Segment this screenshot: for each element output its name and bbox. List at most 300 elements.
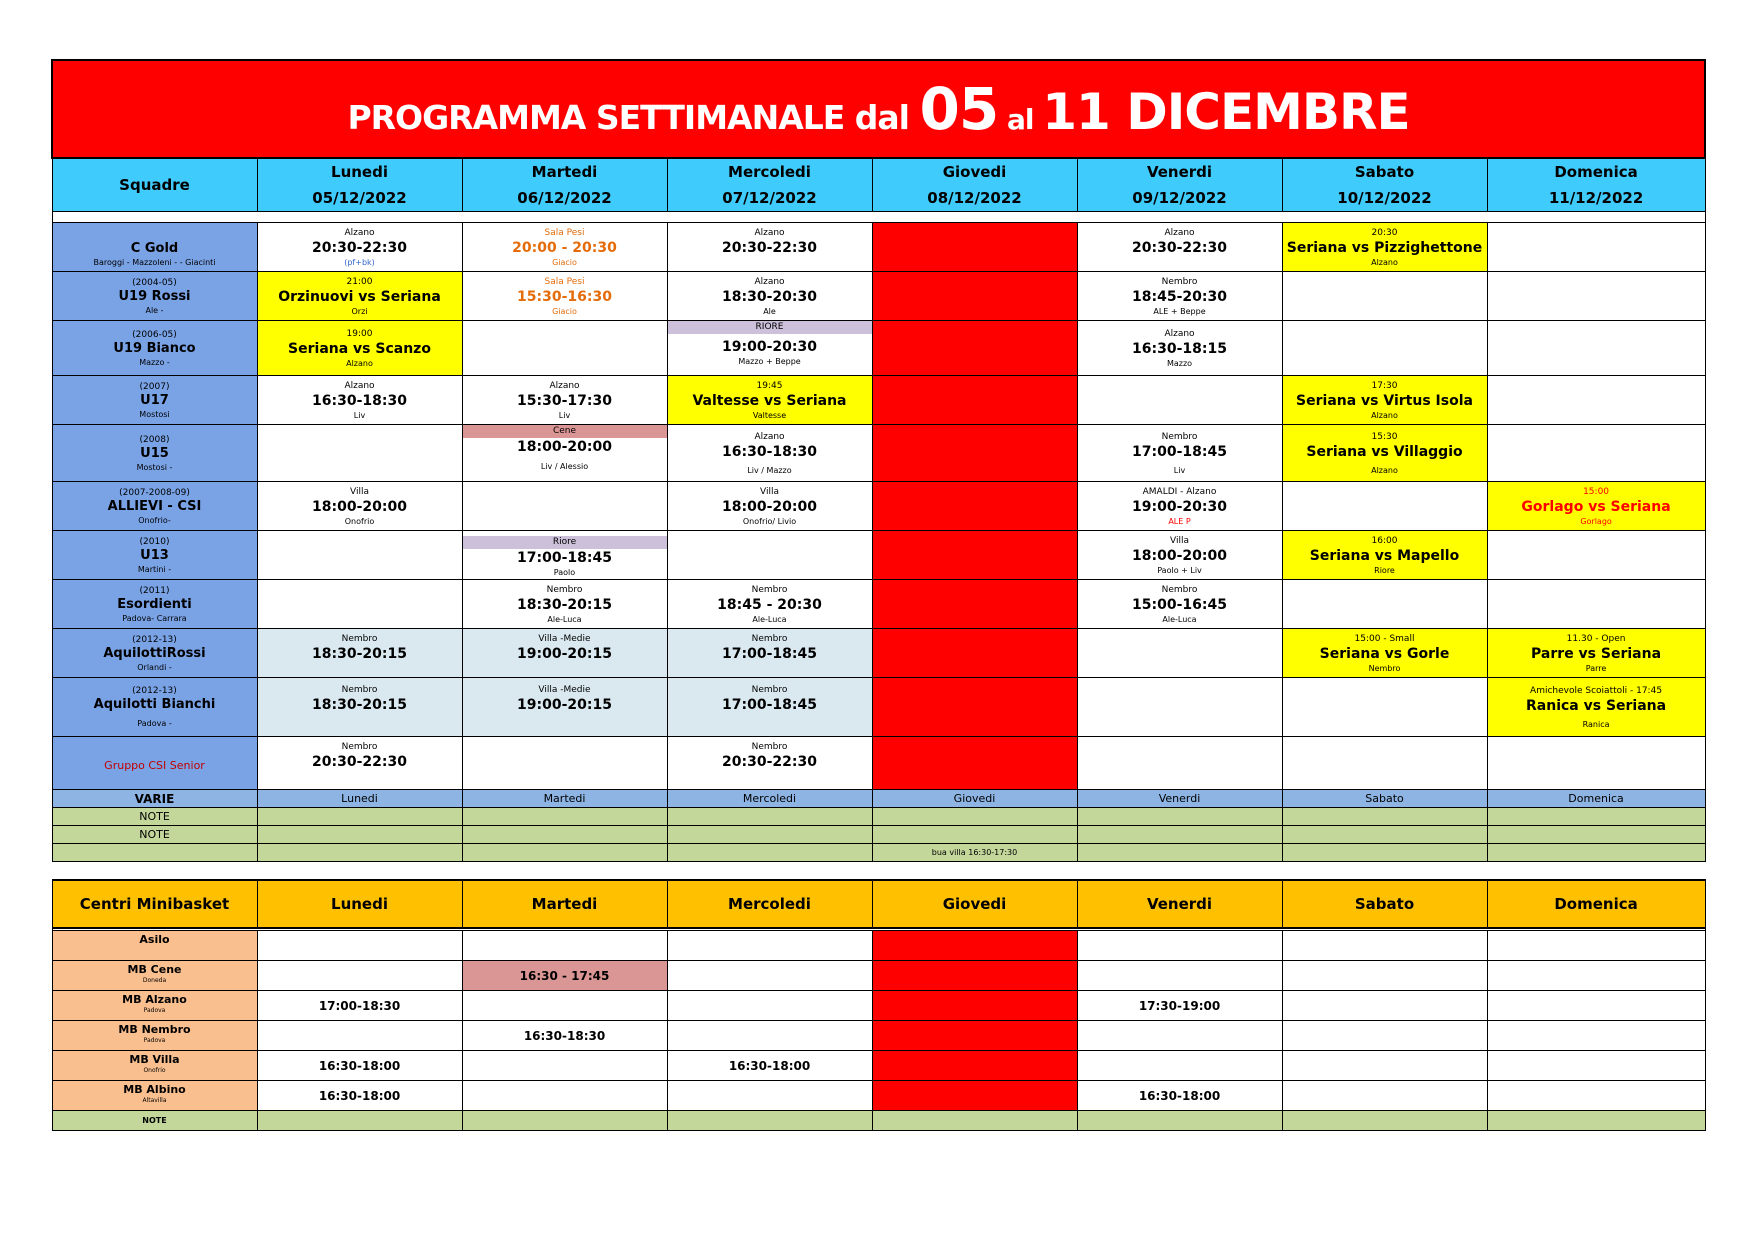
session-cell: [257, 737, 462, 790]
session-place: Alzano: [754, 227, 785, 238]
date-header-row: [52, 185, 1705, 212]
session-note: Liv / Alessio: [540, 462, 589, 471]
mb-day: Sabato: [1282, 880, 1487, 928]
match-time: 15:00: [1583, 486, 1610, 497]
mb-session: 16:30-18:00: [1077, 1081, 1282, 1111]
mb-row: [52, 1051, 1705, 1081]
match-place: Alzano: [1371, 257, 1398, 267]
team-row: [52, 629, 1705, 678]
match-time: 16:00: [1371, 535, 1398, 546]
match-time: 21:00: [346, 276, 373, 287]
empty-cell: [1487, 272, 1705, 321]
session-place: Nembro: [751, 742, 788, 752]
giovedi-note: bua villa 16:30-17:30: [872, 844, 1077, 862]
mb-session: 16:30 - 17:45: [462, 961, 667, 991]
team-name: AquilottiRossi: [103, 645, 206, 661]
varie-day: Mercoledi: [667, 790, 872, 808]
session-time: 20:30-22:30: [1132, 239, 1227, 256]
session-note: Paolo + Liv: [1157, 565, 1202, 575]
match-cell: [1487, 482, 1705, 531]
match-teams: Gorlago vs Seriana: [1521, 498, 1671, 515]
team-coach: Mazzo -: [139, 357, 170, 367]
match-place: Ranica: [1582, 719, 1610, 729]
session-time: 18:00-20:00: [517, 439, 612, 455]
session-cell: [257, 678, 462, 737]
match-cell: [1282, 376, 1487, 425]
session-place: Nembro: [341, 742, 378, 752]
team-cell: [52, 737, 257, 790]
varie-label: VARIE: [52, 790, 257, 808]
empty-cell: [1487, 531, 1705, 580]
weekly-schedule-sheet: [51, 59, 1704, 1131]
match-teams: Valtesse vs Seriana: [692, 392, 847, 409]
match-place: Alzano: [1371, 410, 1398, 420]
session-cell: [1077, 580, 1282, 629]
team-year: (2006-05): [132, 329, 177, 340]
session-place: RIORE: [668, 321, 872, 334]
session-time: 15:00-16:45: [1132, 596, 1227, 613]
schedule-table: [51, 59, 1706, 1131]
session-cell: [667, 580, 872, 629]
mb-center-coach: Doneda: [142, 977, 167, 984]
session-place: Alzano: [754, 276, 785, 287]
title-row: [52, 60, 1705, 158]
team-row: [52, 482, 1705, 531]
minibasket-header-row: [52, 880, 1705, 928]
team-row: [52, 580, 1705, 629]
match-time: 19:00: [346, 328, 373, 339]
team-cell: [52, 580, 257, 629]
session-time: 15:30-17:30: [517, 392, 612, 409]
team-row: [52, 223, 1705, 272]
session-time: 18:30-20:15: [517, 596, 612, 613]
session-time: 18:45-20:30: [1132, 288, 1227, 305]
session-time: 20:30-22:30: [722, 754, 817, 770]
session-note: Mazzo + Beppe: [738, 357, 801, 366]
gap-row: [52, 862, 1705, 880]
match-teams: Ranica vs Seriana: [1526, 697, 1667, 714]
day-name: Venerdi: [1077, 158, 1282, 185]
spacer-row: [52, 212, 1705, 223]
team-cell: [52, 425, 257, 482]
session-time: 18:00-20:00: [722, 498, 817, 515]
empty-cell: [1487, 737, 1705, 790]
session-time: 18:30-20:15: [312, 646, 407, 662]
session-place: Alzano: [549, 380, 580, 391]
empty-cell: [1077, 376, 1282, 425]
team-name: U15: [140, 445, 169, 461]
session-cell: [667, 272, 872, 321]
team-row: [52, 425, 1705, 482]
session-cell: [1077, 425, 1282, 482]
team-coach: Padova -: [137, 719, 172, 728]
mb-center-coach: Altavilla: [142, 1097, 167, 1104]
match-place: Gorlago: [1580, 516, 1612, 526]
team-name: U13: [140, 547, 169, 563]
title-part-3: al: [998, 103, 1043, 136]
empty-cell: [462, 737, 667, 790]
mb-center: [52, 961, 257, 991]
mb-center-name: MB Albino: [123, 1083, 186, 1096]
mb-row: [52, 931, 1705, 961]
session-cell: [1077, 482, 1282, 531]
page-title: [52, 60, 1705, 158]
day-header-row: [52, 158, 1705, 185]
title-part-1: PROGRAMMA SETTIMANALE dal: [347, 98, 920, 137]
session-time: 18:00-20:00: [1132, 547, 1227, 564]
holiday-cell: [872, 931, 1077, 961]
match-teams: Orzinuovi vs Seriana: [278, 288, 441, 305]
team-cell: [52, 482, 257, 531]
session-cell: [257, 223, 462, 272]
session-note: Giacio: [552, 257, 577, 267]
holiday-cell: [872, 737, 1077, 790]
match-cell: [1487, 629, 1705, 678]
holiday-cell: [872, 961, 1077, 991]
team-name: U19 Bianco: [113, 340, 196, 356]
team-coach: Martini -: [137, 564, 172, 574]
mb-row: [52, 961, 1705, 991]
match-place: Alzano: [1371, 465, 1398, 475]
holiday-cell: [872, 629, 1077, 678]
match-time: 19:45: [756, 380, 783, 391]
team-year: (2010): [139, 536, 170, 547]
team-year: (2012-13): [132, 634, 177, 645]
session-time: 18:30-20:15: [312, 697, 407, 713]
mb-note-row: [52, 1111, 1705, 1131]
team-year: (2008): [139, 434, 170, 445]
session-note: Liv: [353, 410, 366, 420]
match-teams: Seriana vs Mapello: [1309, 547, 1460, 564]
session-note: Paolo: [553, 568, 576, 577]
empty-cell: [462, 482, 667, 531]
day-name: Mercoledi: [667, 158, 872, 185]
team-name: ALLIEVI - CSI: [107, 498, 202, 514]
mb-center-name: MB Villa: [129, 1053, 180, 1066]
session-cell: [462, 531, 667, 580]
team-cell: [52, 678, 257, 737]
empty-cell: [1077, 678, 1282, 737]
session-note: Onofrio/ Livio: [742, 516, 797, 526]
holiday-cell: [872, 678, 1077, 737]
session-cell: [1077, 321, 1282, 376]
session-time: 16:30-18:30: [312, 392, 407, 409]
session-note: Liv: [558, 410, 571, 420]
squadre-header: Squadre: [52, 158, 257, 212]
team-name: U19 Rossi: [118, 288, 191, 304]
empty-cell: [1282, 737, 1487, 790]
team-row: [52, 678, 1705, 737]
match-time: 17:30: [1371, 380, 1398, 391]
empty-cell: [1487, 376, 1705, 425]
session-time: 18:45 - 20:30: [717, 596, 822, 613]
session-time: 18:00-20:00: [312, 498, 407, 515]
mb-day: Giovedi: [872, 880, 1077, 928]
session-place: Villa -Medie: [538, 685, 591, 695]
note-row: [52, 808, 1705, 826]
session-place: Alzano: [1164, 328, 1195, 339]
session-time: 20:30-22:30: [312, 754, 407, 770]
session-time: 17:00-18:45: [722, 646, 817, 662]
session-place: Nembro: [751, 685, 788, 695]
session-note: Ale-Luca: [547, 614, 582, 624]
session-place: Cene: [463, 425, 667, 438]
empty-cell: [1487, 580, 1705, 629]
match-teams: Seriana vs Gorle: [1319, 645, 1450, 662]
note-row: [52, 844, 1705, 862]
team-coach: Orlandi -: [137, 662, 172, 672]
session-time: 15:30-16:30: [517, 288, 612, 305]
holiday-cell: [872, 1051, 1077, 1081]
varie-day: Sabato: [1282, 790, 1487, 808]
session-place: Villa -Medie: [538, 634, 591, 644]
empty-cell: [1487, 425, 1705, 482]
session-cell: [667, 223, 872, 272]
session-time: 16:30-18:30: [722, 443, 817, 460]
session-place: Nembro: [546, 584, 583, 595]
mb-day: Domenica: [1487, 880, 1705, 928]
session-place: Nembro: [751, 584, 788, 595]
session-place: Alzano: [1164, 227, 1195, 238]
team-name: U17: [140, 392, 169, 408]
empty-cell: [257, 425, 462, 482]
team-name: C Gold: [130, 240, 179, 256]
session-cell: [1077, 272, 1282, 321]
session-cell: [667, 425, 872, 482]
session-time: 19:00-20:30: [1132, 498, 1227, 515]
session-place: Sala Pesi: [544, 227, 585, 238]
session-note: Giacio: [552, 306, 577, 316]
team-row: [52, 737, 1705, 790]
empty-cell: [1282, 321, 1487, 376]
match-time: 20:30: [1371, 227, 1398, 238]
team-cell: [52, 531, 257, 580]
session-place: Villa: [760, 486, 779, 497]
session-place: Nembro: [751, 634, 788, 644]
session-note: Onofrio: [344, 516, 375, 526]
session-place: Sala Pesi: [544, 276, 585, 287]
team-year: (2012-13): [132, 686, 177, 696]
day-date: 11/12/2022: [1487, 185, 1705, 212]
mb-center: [52, 991, 257, 1021]
empty-cell: [1077, 629, 1282, 678]
match-cell: [1487, 678, 1705, 737]
session-cell: [667, 737, 872, 790]
session-time: 17:00-18:45: [517, 550, 612, 566]
title-start-day: 05: [919, 75, 999, 143]
day-date: 10/12/2022: [1282, 185, 1487, 212]
mb-center-name: MB Nembro: [118, 1023, 191, 1036]
session-note: Liv: [1173, 465, 1186, 475]
mb-center-name: MB Cene: [127, 963, 182, 976]
session-cell: [462, 376, 667, 425]
mb-center-coach: Padova: [143, 1037, 166, 1044]
holiday-cell: [872, 580, 1077, 629]
mb-row: [52, 1021, 1705, 1051]
team-coach: Mostosi: [139, 409, 170, 419]
minibasket-header: Centri Minibasket: [52, 880, 257, 928]
team-row: [52, 321, 1705, 376]
session-cell: [462, 272, 667, 321]
mb-center-coach: Onofrio: [143, 1067, 166, 1074]
holiday-cell: [872, 991, 1077, 1021]
session-cell: [462, 678, 667, 737]
team-year: (2007-2008-09): [119, 487, 190, 498]
holiday-cell: [872, 223, 1077, 272]
team-cell: [52, 376, 257, 425]
match-place: Nembro: [1368, 663, 1401, 673]
holiday-cell: [872, 482, 1077, 531]
match-teams: Seriana vs Scanzo: [288, 340, 431, 357]
empty-cell: [462, 321, 667, 376]
team-coach: Ale -: [145, 305, 164, 315]
mb-day: Venerdi: [1077, 880, 1282, 928]
mb-note-label: NOTE: [52, 1111, 257, 1131]
team-row: [52, 272, 1705, 321]
team-coach: Onofrio-: [138, 515, 171, 525]
team-cell: [52, 629, 257, 678]
session-cell: [667, 482, 872, 531]
session-place: Nembro: [1161, 431, 1198, 442]
session-place: Alzano: [754, 431, 785, 442]
mb-session: 16:30-18:00: [667, 1051, 872, 1081]
mb-row: [52, 991, 1705, 1021]
match-time: 15:30: [1371, 431, 1398, 442]
holiday-cell: [872, 376, 1077, 425]
empty-cell: [1282, 272, 1487, 321]
empty-cell: [1077, 737, 1282, 790]
match-place: Orzi: [351, 306, 368, 316]
empty-cell: [1487, 223, 1705, 272]
day-date: 06/12/2022: [462, 185, 667, 212]
match-cell: [1282, 425, 1487, 482]
match-cell: [667, 376, 872, 425]
session-note: Ale: [763, 306, 776, 316]
mb-center: [52, 1051, 257, 1081]
mb-day: Lunedi: [257, 880, 462, 928]
empty-cell: [667, 531, 872, 580]
varie-day: Lunedi: [257, 790, 462, 808]
team-year: (2004-05): [132, 277, 177, 288]
match-time: 11.30 - Open: [1566, 633, 1626, 644]
note-label: NOTE: [52, 808, 257, 826]
day-date: 09/12/2022: [1077, 185, 1282, 212]
empty-cell: [257, 580, 462, 629]
match-teams: Seriana vs Pizzighettone: [1286, 239, 1483, 256]
session-place: Nembro: [1161, 276, 1198, 287]
session-cell: [462, 580, 667, 629]
session-cell: [462, 629, 667, 678]
team-year: (2007): [139, 381, 170, 392]
day-date: 05/12/2022: [257, 185, 462, 212]
mb-day: Mercoledi: [667, 880, 872, 928]
session-cell: [667, 629, 872, 678]
session-time: 19:00-20:15: [517, 697, 612, 713]
holiday-cell: [872, 425, 1077, 482]
session-place: Alzano: [344, 380, 375, 391]
session-cell: [667, 321, 872, 376]
mb-session: 17:30-19:00: [1077, 991, 1282, 1021]
team-cell: [52, 321, 257, 376]
session-place: Alzano: [344, 227, 375, 238]
team-coach: Padova- Carrara: [122, 613, 187, 623]
holiday-cell: [872, 1081, 1077, 1111]
day-name: Lunedi: [257, 158, 462, 185]
session-cell: [1077, 223, 1282, 272]
session-place: Nembro: [341, 685, 378, 695]
session-time: 17:00-18:45: [1132, 443, 1227, 460]
session-cell: [257, 629, 462, 678]
session-cell: [257, 376, 462, 425]
team-name: Gruppo CSI Senior: [104, 758, 205, 772]
day-name: Domenica: [1487, 158, 1705, 185]
match-cell: [1282, 223, 1487, 272]
session-note: Mazzo: [1166, 358, 1193, 368]
session-place: Villa: [350, 486, 369, 497]
mb-center: [52, 931, 257, 961]
title-end: 11 DICEMBRE: [1042, 83, 1410, 141]
team-coach: Mostosi -: [136, 462, 173, 472]
match-cell: [257, 272, 462, 321]
session-cell: [257, 482, 462, 531]
session-place: Riore: [463, 536, 667, 549]
session-place: Villa: [1170, 535, 1189, 546]
note-row: [52, 826, 1705, 844]
note-label: NOTE: [52, 826, 257, 844]
match-place: Valtesse: [752, 410, 787, 420]
session-note: Liv / Mazzo: [747, 465, 792, 475]
holiday-cell: [872, 531, 1077, 580]
day-date: 07/12/2022: [667, 185, 872, 212]
match-teams: Seriana vs Virtus Isola: [1296, 392, 1473, 409]
match-place: Riore: [1374, 565, 1395, 575]
team-cell: [52, 223, 257, 272]
match-time: 15:00 - Small: [1354, 633, 1415, 644]
mb-session: 17:00-18:30: [257, 991, 462, 1021]
session-note: ALE P: [1168, 516, 1191, 526]
session-place: AMALDI - Alzano: [1142, 486, 1217, 497]
session-place: Nembro: [341, 634, 378, 644]
team-coach: Baroggi - Mazzoleni - - Giacinti: [93, 257, 216, 267]
day-name: Sabato: [1282, 158, 1487, 185]
varie-day: Venerdi: [1077, 790, 1282, 808]
day-name: Martedi: [462, 158, 667, 185]
session-note: Ale-Luca: [1162, 614, 1197, 624]
session-cell: [462, 425, 667, 482]
match-place: Parre: [1585, 663, 1607, 673]
empty-cell: [1282, 580, 1487, 629]
session-time: 18:30-20:30: [722, 288, 817, 305]
session-time: 20:30-22:30: [722, 239, 817, 256]
empty-cell: [257, 531, 462, 580]
session-time: 16:30-18:15: [1132, 340, 1227, 357]
empty-cell: [1282, 482, 1487, 531]
session-time: 20:30-22:30: [312, 239, 407, 256]
mb-center-name: MB Alzano: [122, 993, 187, 1006]
match-teams: Seriana vs Villaggio: [1306, 443, 1463, 460]
holiday-cell: [872, 1021, 1077, 1051]
mb-center-name: Asilo: [139, 933, 170, 946]
session-note: ALE + Beppe: [1153, 306, 1206, 316]
team-cell: [52, 272, 257, 321]
session-time: 19:00-20:15: [517, 646, 612, 662]
session-time: 17:00-18:45: [722, 697, 817, 713]
holiday-cell: [872, 321, 1077, 376]
team-year: (2011): [139, 585, 170, 596]
varie-day: Domenica: [1487, 790, 1705, 808]
varie-day: Giovedi: [872, 790, 1077, 808]
team-name: Aquilotti Bianchi: [93, 697, 216, 712]
